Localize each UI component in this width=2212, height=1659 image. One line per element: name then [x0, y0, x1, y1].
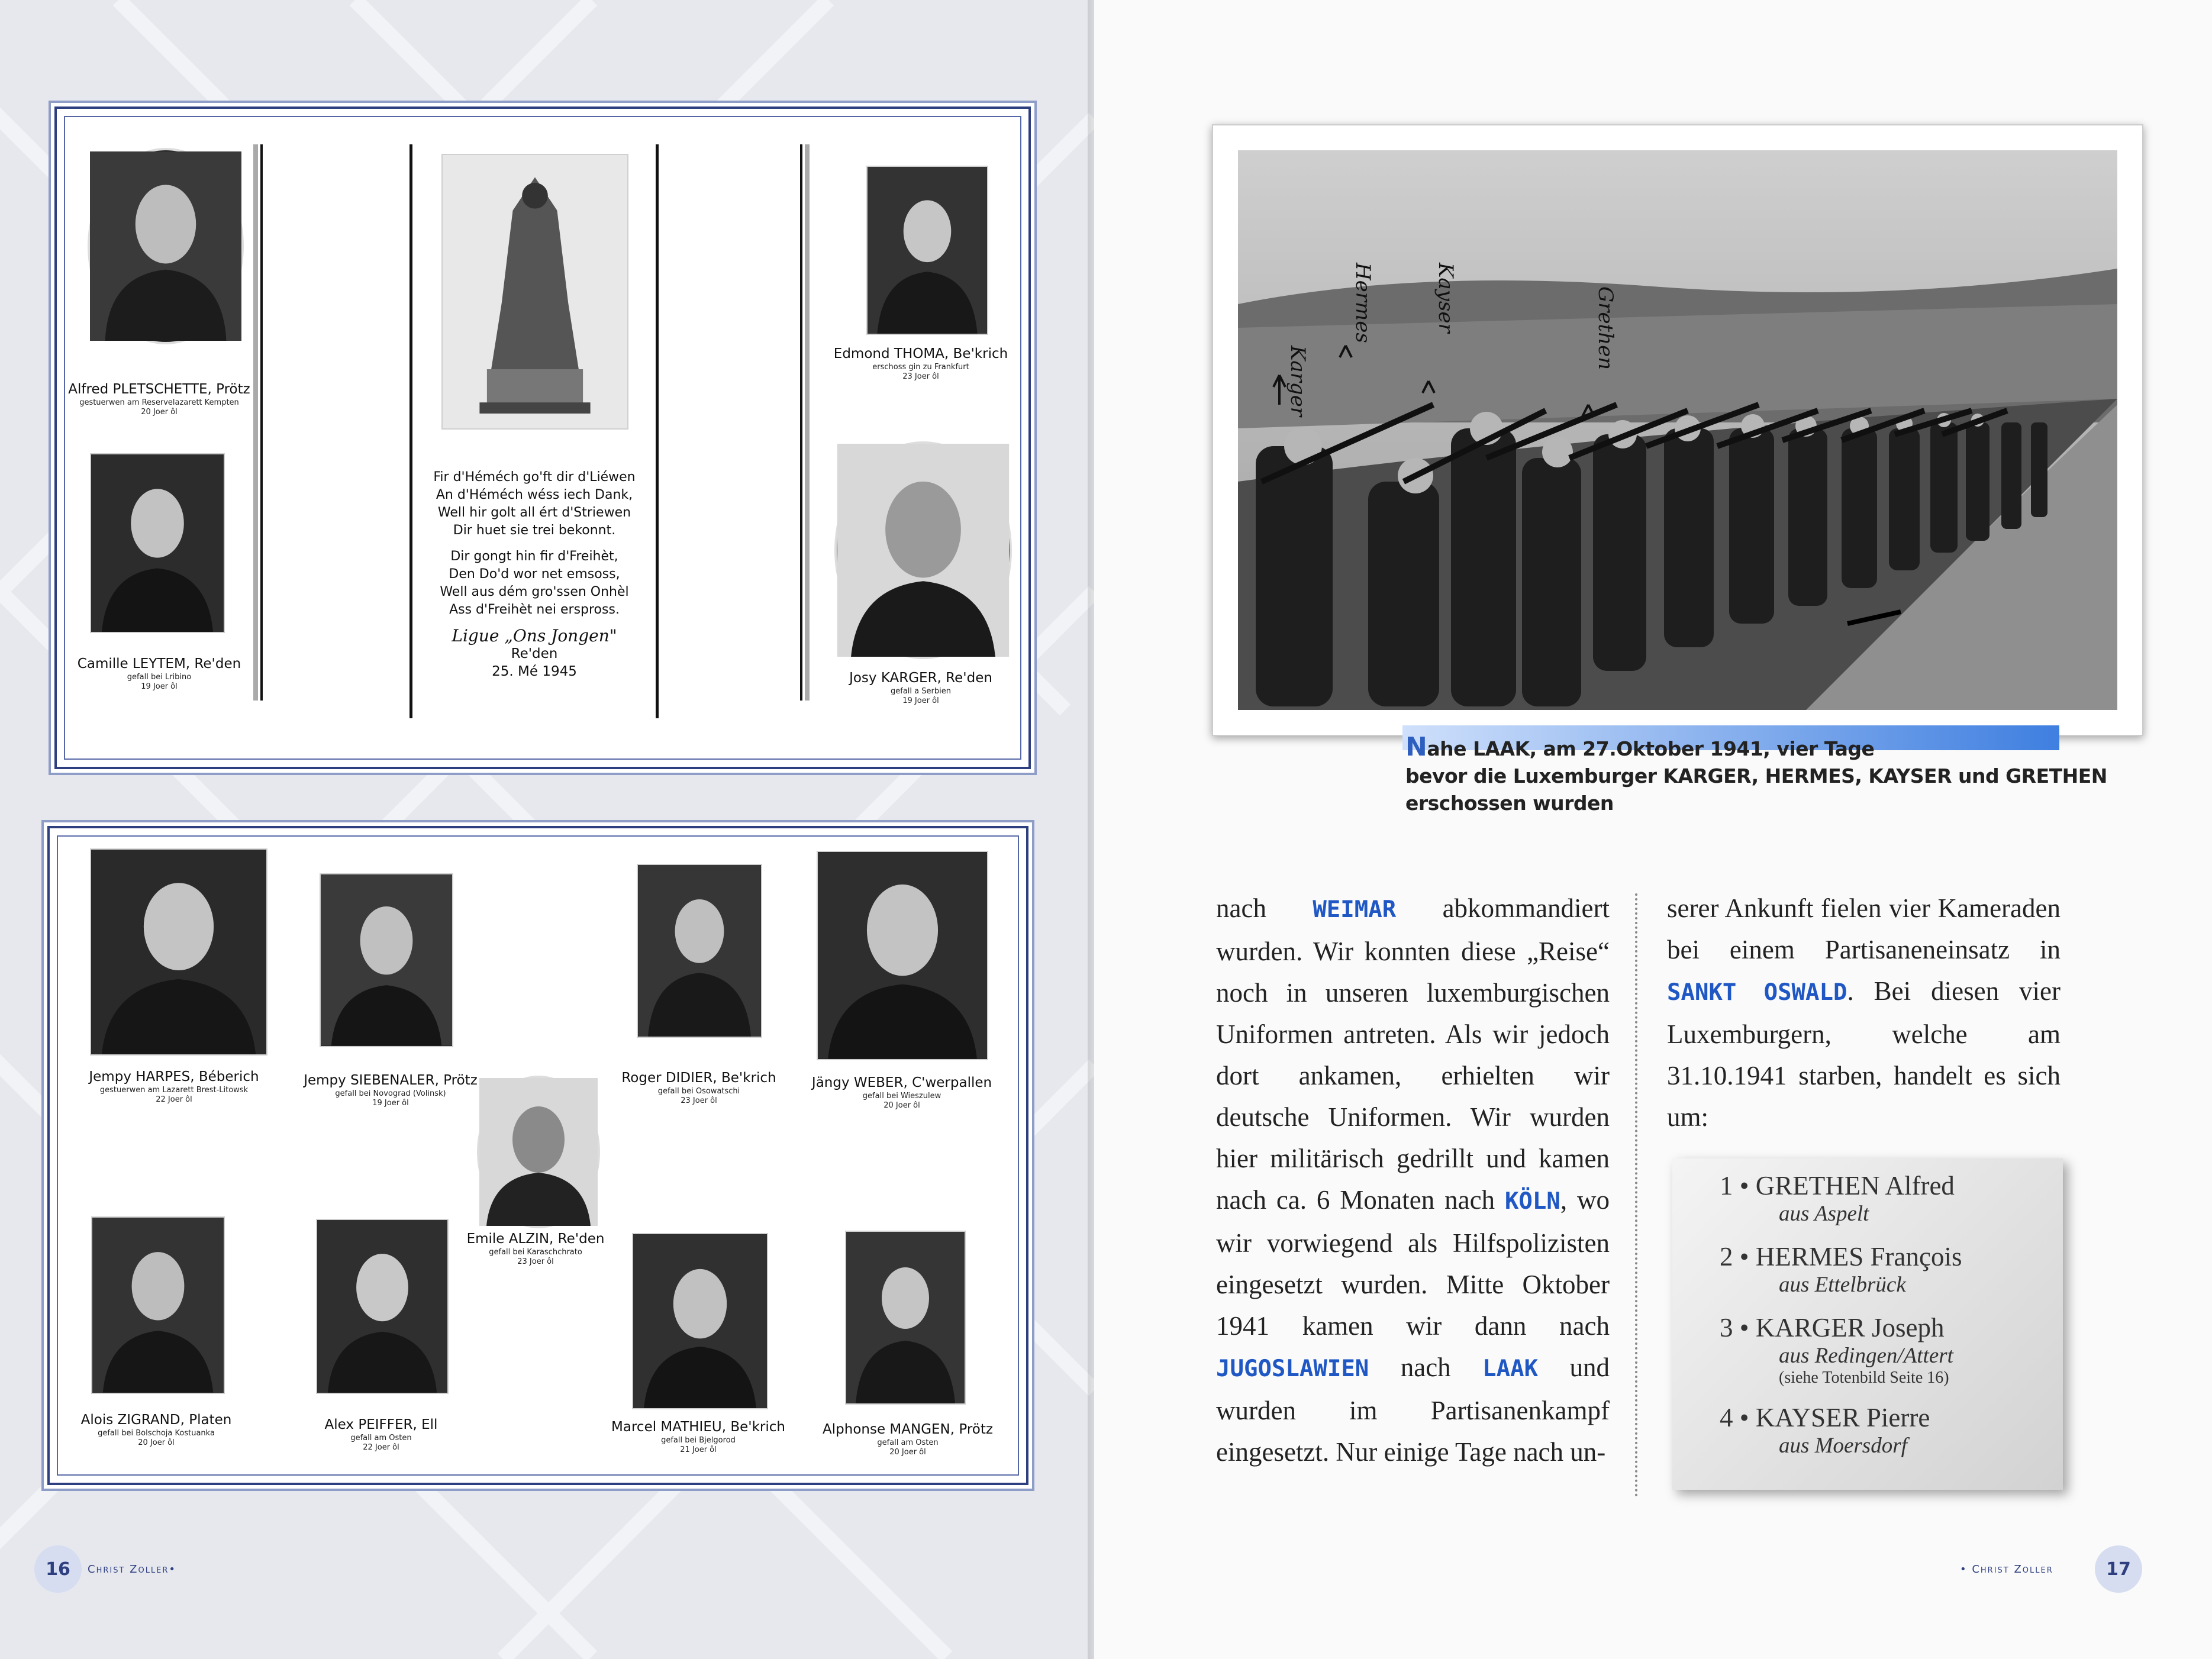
- divider-bar: [805, 144, 810, 701]
- victims-list-box: [1672, 1158, 2063, 1490]
- divider-bar: [800, 144, 802, 701]
- divider-bar: [656, 144, 659, 718]
- portrait-photo: [477, 1076, 600, 1228]
- marching-soldiers-photo: [1212, 124, 2143, 736]
- portrait-photo: [91, 1216, 225, 1394]
- madonna-statue-photo: [441, 154, 628, 430]
- left-page: [0, 0, 1094, 1659]
- place-name: LAAK: [1482, 1355, 1539, 1382]
- page-number: 17: [2095, 1545, 2142, 1593]
- person-caption: Emile ALZIN, Re'den gefall bei Karaschchrato 23 Joer ôl: [466, 1231, 605, 1266]
- victim-entry: 1 • GRETHEN Alfred aus Aspelt: [1720, 1171, 1955, 1226]
- portrait-photo: [866, 166, 988, 335]
- divider-bar: [253, 144, 258, 701]
- person-caption: Alois ZIGRAND, Platen gefall bei Bolschoja Kostuanka 20 Joer ôl: [80, 1412, 232, 1447]
- obituary-panel-top: [54, 106, 1031, 769]
- body-text-column-1: nach WEIMAR abkommandiert wurden. Wir konnten diese „Reise“ noch in unseren luxemburgischen Uniformen antreten. Als wir jedoch dort ankamen, erhielten wir deutsche Uniformen. Wir wurden hier militärisch gedrillt und kamen nach ca. 6 Monaten nach KÖLN, wo wir vorwiegend als Hilfspolizisten eingesetzt wurden. Mitte Oktober 1941 kamen wir dann nach JUGOSLAWIEN nach LAAK und wurden im Partisanenkampf eingesetzt. Nur einige Tage nach un-: [1216, 893, 1610, 1467]
- victim-entry: 2 • HERMES François aus Ettelbrück: [1720, 1242, 1962, 1297]
- victim-entry: 3 • KARGER Joseph aus Redingen/Attert (siehe Totenbild Seite 16): [1720, 1313, 1953, 1387]
- photo-label: Grethen: [1594, 286, 1617, 370]
- divider-bar: [260, 144, 263, 701]
- author-footer: Christ Zoller•: [88, 1563, 177, 1576]
- portrait-photo: [632, 1233, 768, 1409]
- place-name: SANKT OSWALD: [1667, 979, 1847, 1006]
- portrait-photo: [88, 148, 244, 344]
- person-caption: Jempy HARPES, Béberich gestuerwen am Lazarett Brest-Litowsk 22 Joer ôl: [89, 1069, 259, 1104]
- marching-column-illustration: [1238, 150, 2117, 710]
- person-caption: Jempy SIEBENALER, Prötz gefall bei Novograd (Volinsk) 19 Joer ôl: [304, 1073, 478, 1108]
- person-caption: Josy KARGER, Re'den gefall a Serbien 19 Joer ôl: [849, 670, 992, 705]
- person-caption: Alphonse MANGEN, Prötz gefall am Osten 20 Joer ôl: [823, 1422, 993, 1457]
- person-caption: Marcel MATHIEU, Be'krich gefall bei Bjelgorod 21 Joer ôl: [611, 1419, 785, 1454]
- photo-label: Hermes: [1351, 263, 1375, 343]
- portrait-photo: [817, 851, 988, 1060]
- column-divider: [1635, 893, 1637, 1497]
- place-name: WEIMAR: [1313, 896, 1397, 923]
- place-name: KÖLN: [1504, 1188, 1560, 1215]
- portrait-photo: [845, 1231, 966, 1405]
- portrait-photo: [90, 848, 267, 1056]
- photo-label: Kayser: [1434, 263, 1458, 333]
- photo-label: Karger: [1286, 346, 1310, 417]
- victim-entry: 4 • KAYSER Pierre aus Moersdorf: [1720, 1403, 1930, 1458]
- person-caption: Alex PEIFFER, Ell gefall am Osten 22 Joer ôl: [324, 1417, 438, 1452]
- portrait-photo: [834, 441, 1012, 659]
- photo-caption: Nahe LAAK, am 27.Oktober 1941, vier Tage bevor die Luxemburger KARGER, HERMES, KAYSER und GRETHEN erschossen wurden: [1405, 732, 2107, 815]
- portrait-photo: [320, 873, 453, 1047]
- memorial-poem: Fir d'Héméch go'ft dir d'Liéwen An d'Héméch wéss iech Dank, Well hir golt all ért d'Striewen Dir huet sie trei bekonnt. Dir gongt hin fir d'Freihèt, Den Do'd wor net emsoss, Well aus dém gro'ssen Onhèl Ass d'Freihèt nei erspross. Ligue „Ons Jongen" Re'den 25. Mé 1945: [413, 469, 656, 680]
- person-caption: Jängy WEBER, C'werpallen gefall bei Wieszulew 20 Joer ôl: [811, 1075, 992, 1110]
- portrait-photo: [90, 453, 225, 633]
- portrait-photo: [637, 864, 762, 1038]
- portrait-photo: [316, 1219, 449, 1394]
- person-caption: Edmond THOMA, Be'krich erschoss gin zu Frankfurt 23 Joer ôl: [833, 346, 1008, 381]
- signature: Ligue „Ons Jongen": [452, 626, 617, 645]
- divider-bar: [409, 144, 412, 718]
- body-text-column-2: serer Ankunft fielen vier Kameraden bei einem Partisaneneinsatz in SANKT OSWALD. Bei diesen vier Luxemburgern, welche am 31.10.1941 starben, handelt es sich um:: [1667, 893, 2061, 1132]
- person-caption: Camille LEYTEM, Re'den gefall bei Lribino 19 Joer ôl: [77, 656, 241, 691]
- place-name: JUGOSLAWIEN: [1216, 1355, 1369, 1382]
- person-caption: Alfred PLETSCHETTE, Prötz gestuerwen am Reservelazarett Kempten 20 Joer ôl: [68, 382, 250, 417]
- obituary-panel-bottom: [47, 826, 1028, 1485]
- author-footer: • Christ Zoller: [1960, 1563, 2053, 1576]
- person-caption: Roger DIDIER, Be'krich gefall bei Osowatschi 23 Joer ôl: [621, 1070, 776, 1105]
- page-number: 16: [34, 1545, 82, 1593]
